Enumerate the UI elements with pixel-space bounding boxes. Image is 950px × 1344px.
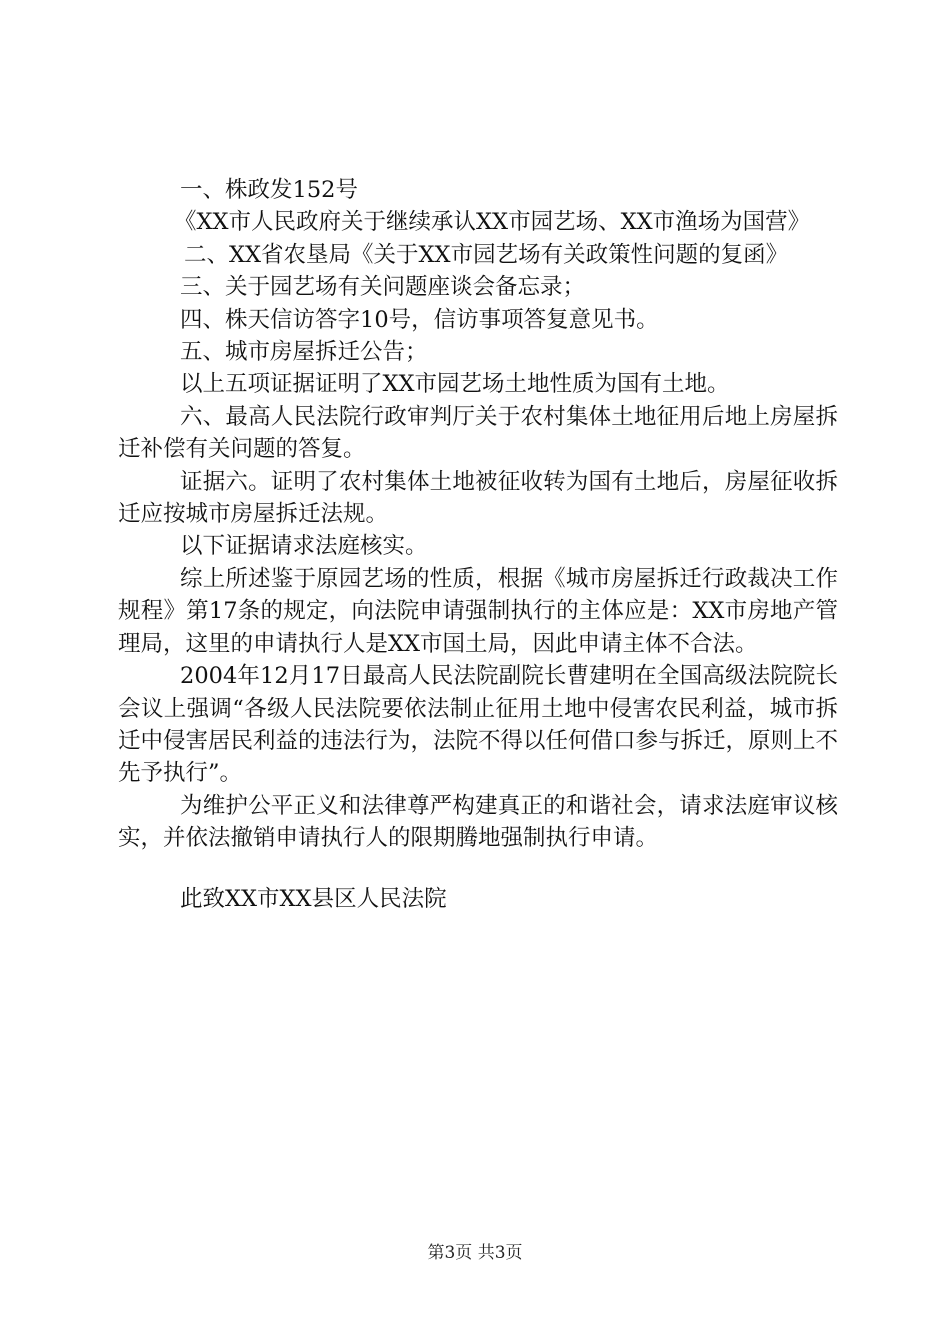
evidence-item-6: 六、最高人民法院行政审判厅关于农村集体土地征用后地上房屋拆迁补偿有关问题的答复。 — [118, 403, 838, 463]
evidence-summary: 以上五项证据证明了XX市园艺场土地性质为国有土地。 — [180, 371, 730, 398]
evidence-item-1-title: 《XX市人民政府关于继续承认XX市园艺场、XX市渔场为国营》 — [174, 209, 811, 236]
document-body — [118, 174, 838, 915]
page-number: 第3页 共3页 — [427, 1243, 523, 1263]
evidence-item-1: 一、株政发152号 — [180, 177, 358, 203]
evidence-6-explanation: 证据六。证明了农村集体土地被征收转为国有土地后，房屋征收拆迁应按城市房屋拆迁法规。 — [118, 468, 838, 528]
salutation: 此致XX市XX县区人民法院 — [180, 885, 447, 912]
evidence-item-3: 三、关于园艺场有关问题座谈会备忘录； — [180, 274, 586, 301]
evidence-item-5: 五、城市房屋拆迁公告； — [180, 339, 428, 366]
evidence-item-4: 四、株天信访答字10号，信访事项答复意见书。 — [180, 306, 659, 333]
court-citation-paragraph: 2004年12月17日最高人民法院副院长曹建明在全国高级法院院长会议上强调“各级人民法院要依法制止征用土地中侵害农民利益，城市拆迁中侵害居民利益的违法行为，法院不得以任何借口参与拆迁，原则上不先予执行”。 — [118, 663, 839, 787]
verification-request: 以下证据请求法庭核实。 — [180, 533, 428, 560]
evidence-item-2: 二、XX省农垦局《关于XX市园艺场有关政策性问题的复函》 — [184, 241, 789, 268]
final-request-paragraph: 为维护公平正义和法律尊严构建真正的和谐社会，请求法庭审议核实，并依法撤销申请执行人的限期腾地强制执行申请。 — [118, 792, 838, 852]
conclusion-paragraph: 综上所述鉴于原园艺场的性质，根据《城市房屋拆迁行政裁决工作规程》第17条的规定，向法院申请强制执行的主体应是：XX市房地产管理局，这里的申请执行人是XX市国土局，因此申请主体不合法。 — [118, 565, 838, 657]
